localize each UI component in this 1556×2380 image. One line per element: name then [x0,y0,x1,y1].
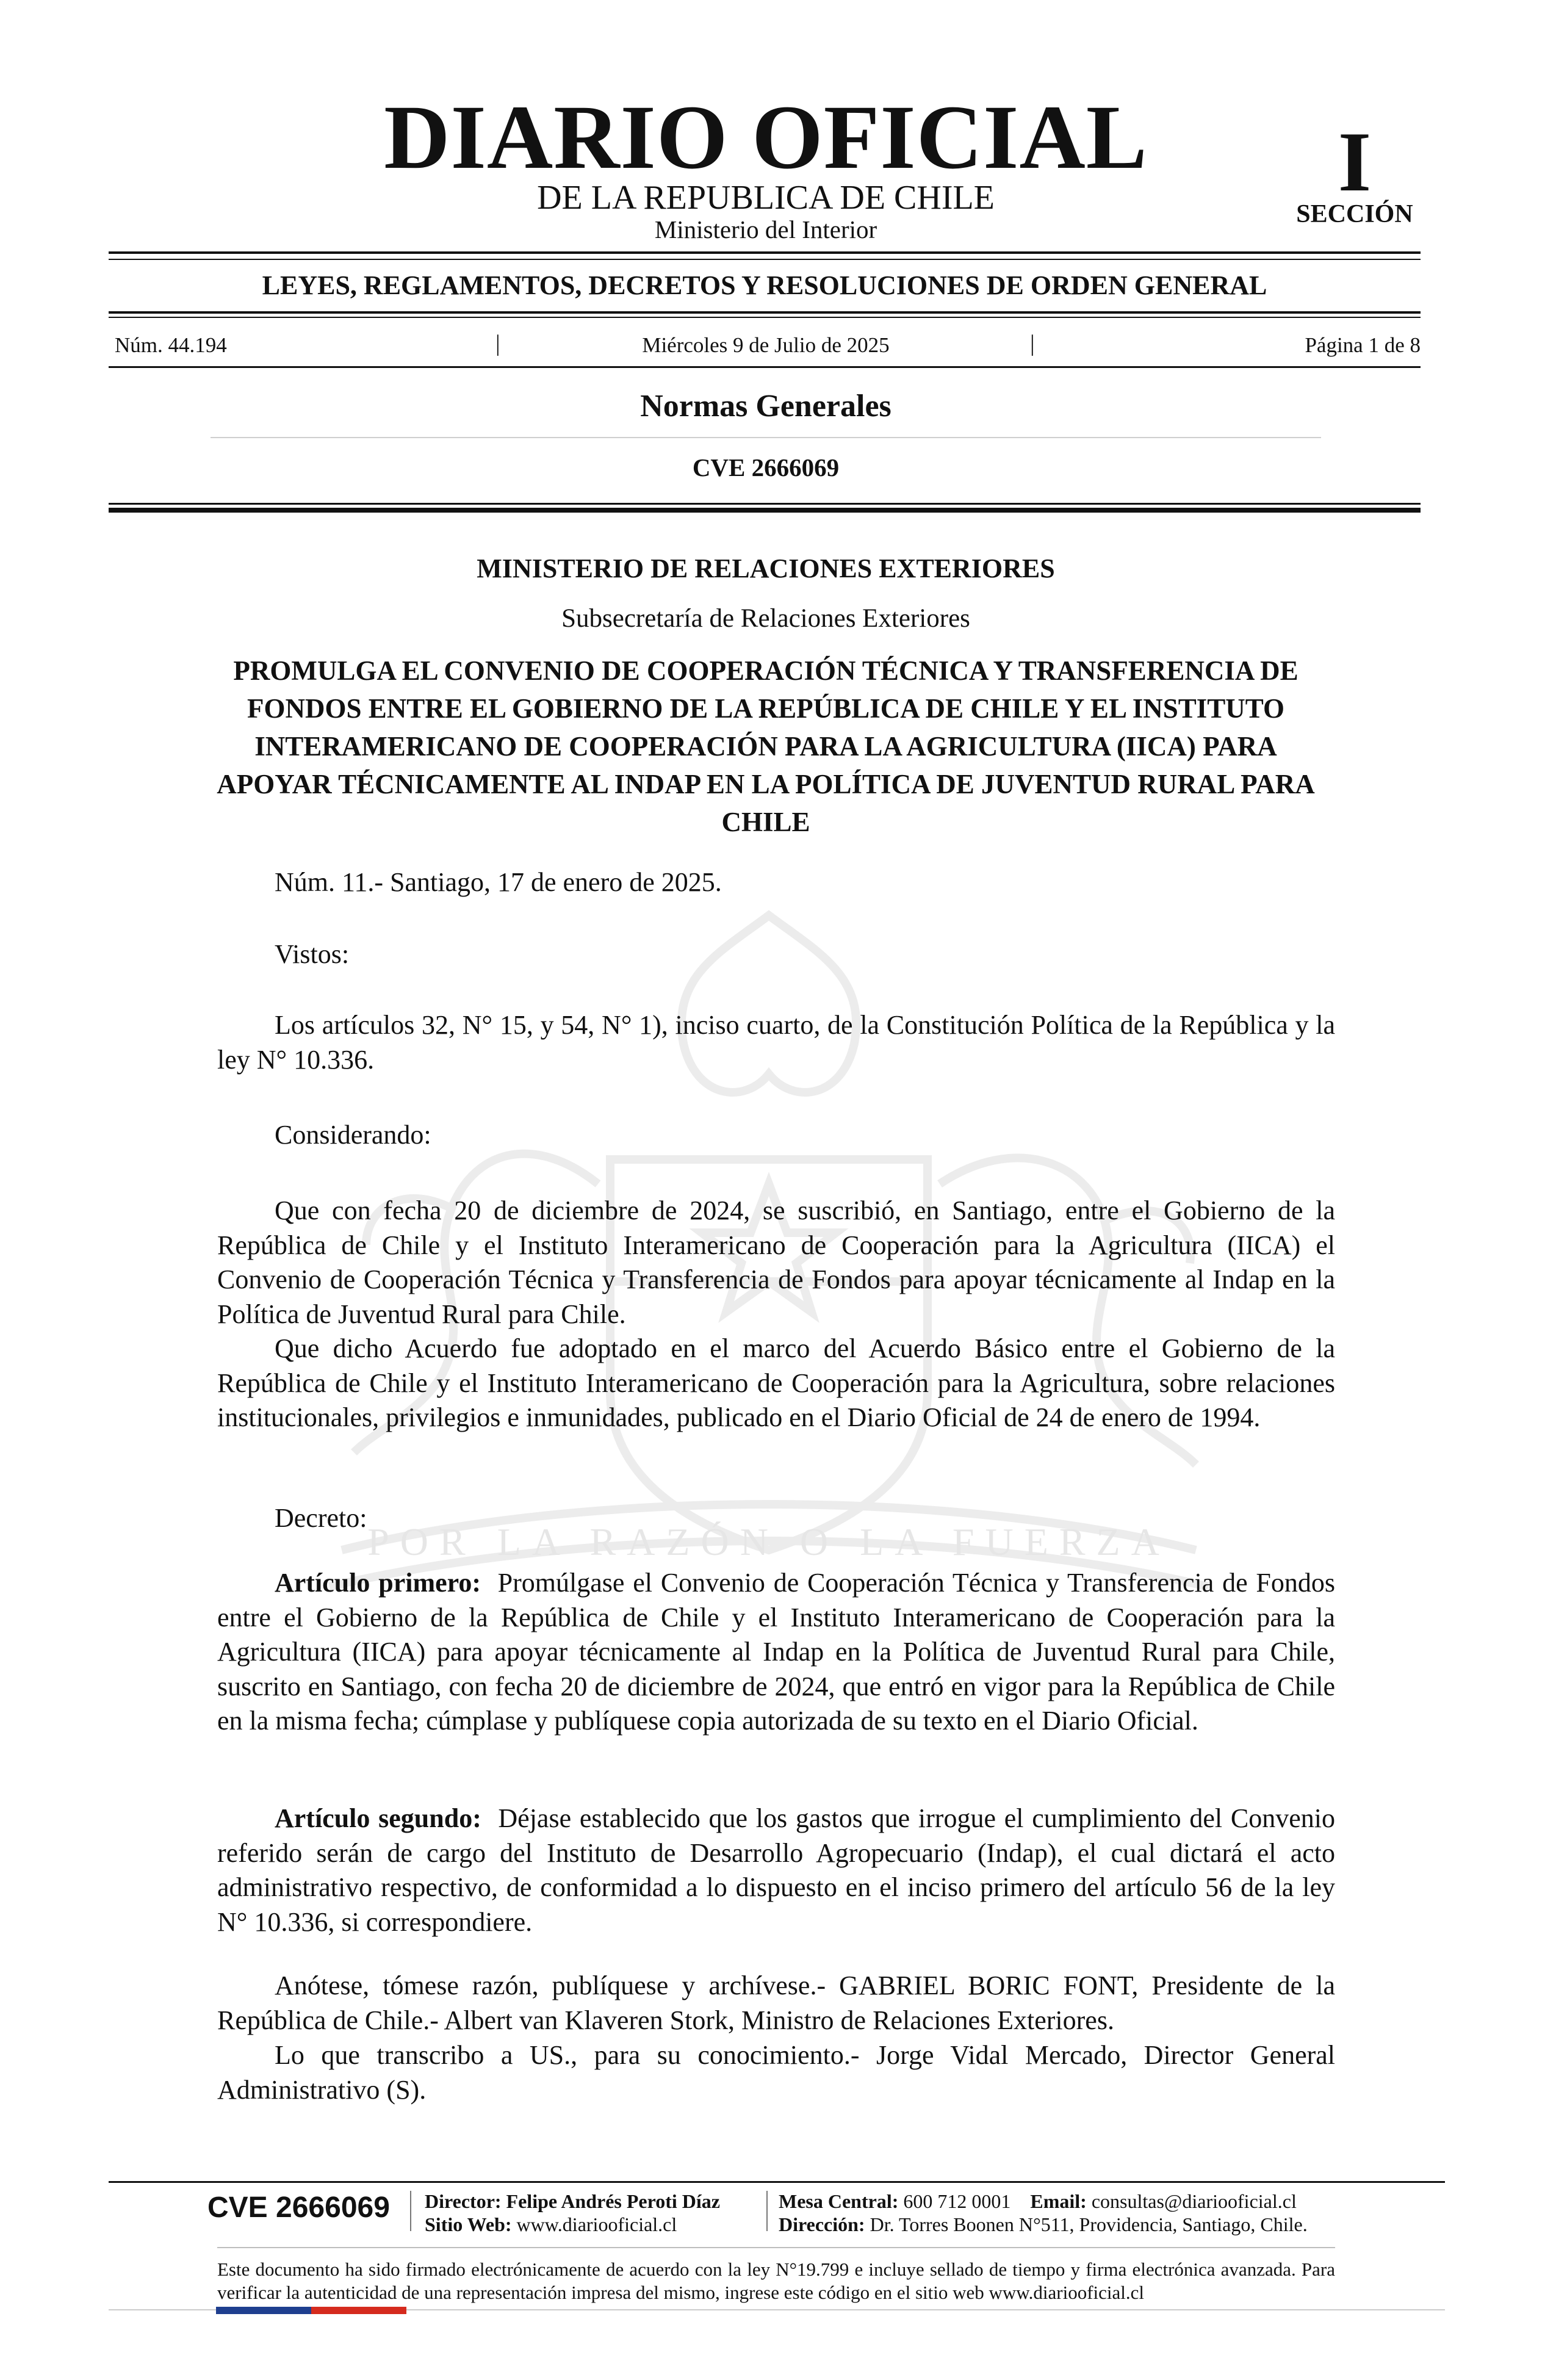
footer-divider [410,2191,411,2231]
footer-contact [779,2190,1308,2236]
flag-stripe-blue [216,2307,311,2314]
address-label: Dirección: [779,2213,865,2235]
article-1 [217,1566,1335,1739]
page-indicator: Página 1 de 8 [1305,333,1421,357]
section-title-underline [211,437,1321,438]
footer-divider [766,2191,768,2231]
masthead-ministry: Ministerio del Interior [654,215,877,243]
decreto-label: Decreto: [275,1503,367,1533]
mesa-label: Mesa Central: [779,2190,899,2212]
issue-number: Núm. 44.194 [115,333,227,357]
section-title: Normas Generales [640,389,891,424]
info-separator: | [495,331,500,356]
issue-date: Miércoles 9 de Julio de 2025 [642,333,890,357]
info-bar-rule [109,366,1421,368]
mesa-value: 600 712 0001 [903,2190,1011,2212]
footer-note-rule [217,2247,1335,2248]
article-2 [217,1801,1335,1939]
considerando-label: Considerando: [275,1120,431,1150]
section-label: SECCIÓN [1296,200,1413,228]
email-label: Email: [1030,2190,1087,2212]
decree-number-line: Núm. 11.- Santiago, 17 de enero de 2025. [275,867,722,897]
article-1-text: Promúlgase el Convenio de Cooperación Técnica y Transferencia de Fondos entre el Gobierno de la República de Chile y el Instituto Interamericano de Cooperación para la Agricultura (IICA) para apoyar técnicamente al Indap en la Política de Juventud Rural para Chile, suscrito en Santiago, con fecha 20 de diciembre de 2024, que entró en vigor para la República de Chile en la misma fecha; cúmplase y publíquese copia autorizada de su texto en el Diario Oficial. [217,1568,1336,1736]
website-label: Sitio Web: [425,2213,512,2235]
vistos-text: Los artículos 32, N° 15, y 54, N° 1), inciso cuarto, de la Constitución Política de la República y la ley N° 10.336. [217,1010,1335,1075]
director-value: Felipe Andrés Peroti Díaz [506,2190,720,2212]
subsecretaria: Subsecretaría de Relaciones Exteriores [561,604,970,633]
ministry-heading: MINISTERIO DE RELACIONES EXTERIORES [477,554,1055,583]
address-value: Dr. Torres Boonen N°511, Providencia, Santiago, Chile. [870,2213,1308,2235]
category-heading: LEYES, REGLAMENTOS, DECRETOS Y RESOLUCIONES DE ORDEN GENERAL [262,270,1267,300]
info-separator: | [1030,331,1035,356]
watermark-motto: POR LA RAZÓN O LA FUERZA [367,1520,1170,1563]
category-rule-thin [109,317,1421,318]
masthead-subtitle: DE LA REPUBLICA DE CHILE [537,179,995,217]
footer-cve-code: CVE 2666069 [207,2191,390,2224]
cve-code: CVE 2666069 [692,453,840,481]
closing-signatures: Anótese, tómese razón, publíquese y archívese.- GABRIEL BORIC FONT, Presidente de la República de Chile.- Albert van Klaveren Stork, Ministro de Relaciones Exteriores. [217,1971,1335,2035]
article-1-label: Artículo primero: [275,1568,481,1598]
closing-transcription: Lo que transcribo a US., para su conocimiento.- Jorge Vidal Mercado, Director General Administrativo (S). [217,2040,1335,2105]
masthead-rule-top [109,251,1421,254]
section-number: I [1338,115,1372,209]
considerando-2: Que dicho Acuerdo fue adoptado en el marco del Acuerdo Básico entre el Gobierno de la República de Chile y el Instituto Interamericano de Cooperación para la Agricultura, sobre relaciones institucionales, privilegios e inmunidades, publicado en el Diario Oficial de 24 de enero de 1994. [217,1333,1335,1432]
article-2-label: Artículo segundo: [275,1803,481,1833]
director-label: Director: [425,2190,502,2212]
footer-signature-note: Este documento ha sido firmado electrónicamente de acuerdo con la ley N°19.799 e incluye sellado de tiempo y firma electrónica avanzada. Para verificar la autenticidad de una representación impresa del mismo, ingrese este código en el sitio web www.diariooficial.cl [217,2259,1335,2303]
vistos-label: Vistos: [275,939,350,969]
email-link[interactable]: consultas@diariooficial.cl [1091,2190,1297,2212]
footer-editorial [425,2190,720,2236]
decree-title: PROMULGA EL CONVENIO DE COOPERACIÓN TÉCNICA Y TRANSFERENCIA DE FONDOS ENTRE EL GOBIERNO DE LA REPÚBLICA DE CHILE Y EL INSTITUTO INTERAMERICANO DE COOPERACIÓN PARA LA AGRICULTURA (IICA) PARA APOYAR TÉCNICAMENTE AL INDAP EN LA POLÍTICA DE JUVENTUD RURAL PARA CHILE [217,655,1315,837]
website-link[interactable]: www.diariooficial.cl [516,2213,677,2235]
flag-stripe-red [311,2307,406,2314]
category-rule-top [109,311,1421,314]
header-rule-1 [109,503,1421,505]
masthead-title: DIARIO OFICIAL [384,87,1148,188]
article-2-text: Déjase establecido que los gastos que irrogue el cumplimiento del Convenio referido serán de cargo del Instituto de Desarrollo Agropecuario (Indap), el cual dictará el acto administrativo respectivo, de conformidad a lo dispuesto en el inciso primero del artículo 56 de la ley N° 10.336, si correspondiere. [217,1803,1336,1937]
footer-rule [109,2181,1445,2183]
considerando-1: Que con fecha 20 de diciembre de 2024, se suscribió, en Santiago, entre el Gobierno de la República de Chile y el Instituto Interamericano de Cooperación para la Agricultura (IICA) el Convenio de Cooperación Técnica y Transferencia de Fondos para apoyar técnicamente al Indap en la Política de Juventud Rural para Chile. [217,1195,1335,1329]
masthead-rule-thin [109,259,1421,260]
header-rule-2 [109,508,1421,513]
